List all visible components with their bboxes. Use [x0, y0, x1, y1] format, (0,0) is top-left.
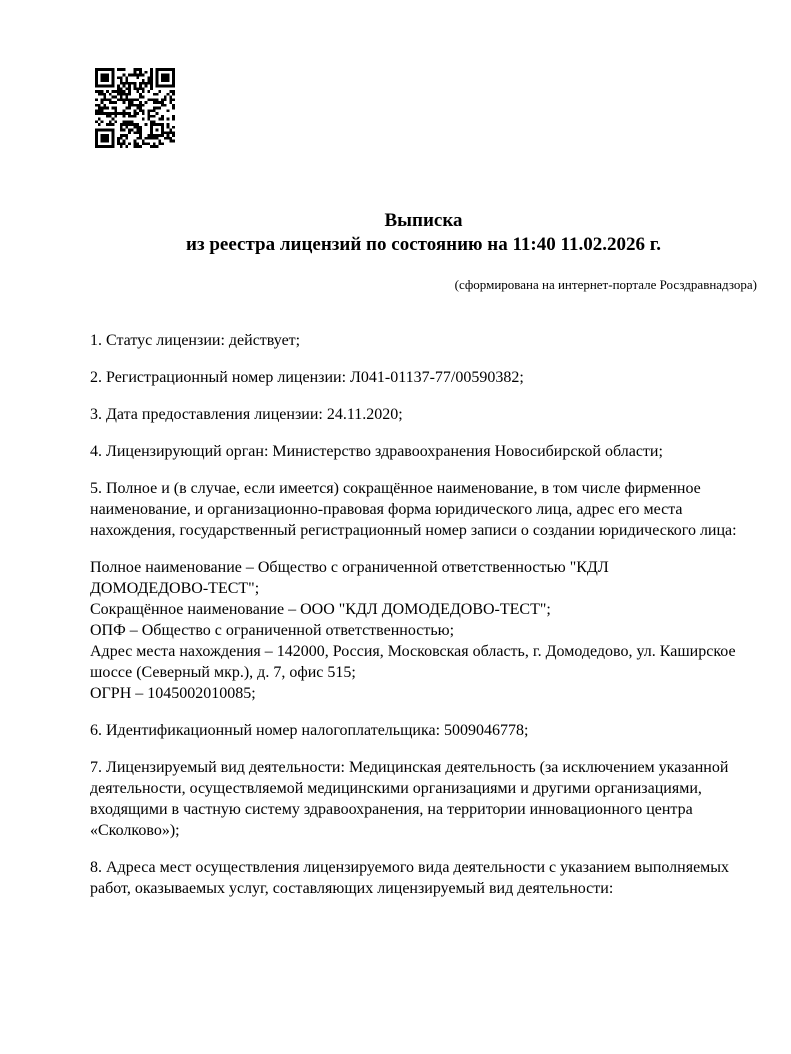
- paragraph-licensed-activity: [90, 757, 760, 841]
- text-line: Адрес места нахождения – 142000, Россия, Московская область, г. Домодедово, ул. Каширское: [90, 643, 736, 660]
- text-line: наименование, и организационно-правовая форма юридического лица, адрес его места: [90, 501, 683, 518]
- paragraph-licensing-authority: [90, 441, 760, 462]
- text-line: входящими в частную систему здравоохранения, на территории инновационного центра: [90, 801, 693, 818]
- text-line: шоссе (Северный мкр.), д. 7, офис 515;: [90, 664, 356, 681]
- paragraph-activity-addresses: [90, 857, 760, 899]
- text-line: 6. Идентификационный номер налогоплательщика: 5009046778;: [90, 722, 529, 739]
- text-line: нахождения, государственный регистрационный номер записи о создании юридического лица:: [90, 522, 737, 539]
- paragraph-taxpayer-id: [90, 720, 760, 741]
- subtitle-note: (сформирована на интернет-портале Росздравнадзора): [454, 277, 757, 292]
- text-line: работ, оказываемых услуг, составляющих лицензируемый вид деятельности:: [90, 880, 614, 897]
- text-line: 3. Дата предоставления лицензии: 24.11.2020;: [90, 406, 403, 423]
- paragraph-registration-number: [90, 367, 760, 388]
- title-line-2: из реестра лицензий по состоянию на 11:40 11.02.2026 г.: [186, 234, 661, 255]
- text-line: Сокращённое наименование – ООО "КДЛ ДОМОДЕДОВО-ТЕСТ";: [90, 601, 551, 618]
- text-line: Полное наименование – Общество с ограниченной ответственностью "КДЛ: [90, 559, 609, 576]
- paragraph-org-name-heading: [90, 478, 760, 541]
- text-line: деятельности, осуществляемой медицинскими организациями и другими организациями,: [90, 780, 702, 797]
- document-title: [90, 209, 757, 257]
- text-line: ДОМОДЕДОВО-ТЕСТ";: [90, 580, 260, 597]
- document-body: [90, 330, 760, 915]
- paragraph-org-details: [90, 557, 760, 704]
- text-line: ОГРН – 1045002010085;: [90, 685, 256, 702]
- text-line: 1. Статус лицензии: действует;: [90, 332, 301, 349]
- text-line: 4. Лицензирующий орган: Министерство здравоохранения Новосибирской области;: [90, 443, 663, 460]
- text-line: ОПФ – Общество с ограниченной ответственностью;: [90, 622, 455, 639]
- title-line-1: Выписка: [384, 210, 463, 231]
- paragraph-grant-date: [90, 404, 760, 425]
- text-line: 2. Регистрационный номер лицензии: Л041-01137-77/00590382;: [90, 369, 524, 386]
- text-line: «Сколково»);: [90, 822, 180, 839]
- text-line: 8. Адреса мест осуществления лицензируемого вида деятельности с указанием выполняемых: [90, 859, 730, 876]
- paragraph-license-status: [90, 330, 760, 351]
- text-line: 7. Лицензируемый вид деятельности: Медицинская деятельность (за исключением указанной: [90, 759, 729, 776]
- text-line: 5. Полное и (в случае, если имеется) сокращённое наименование, в том числе фирменное: [90, 480, 701, 497]
- qr-code-image: [95, 68, 175, 148]
